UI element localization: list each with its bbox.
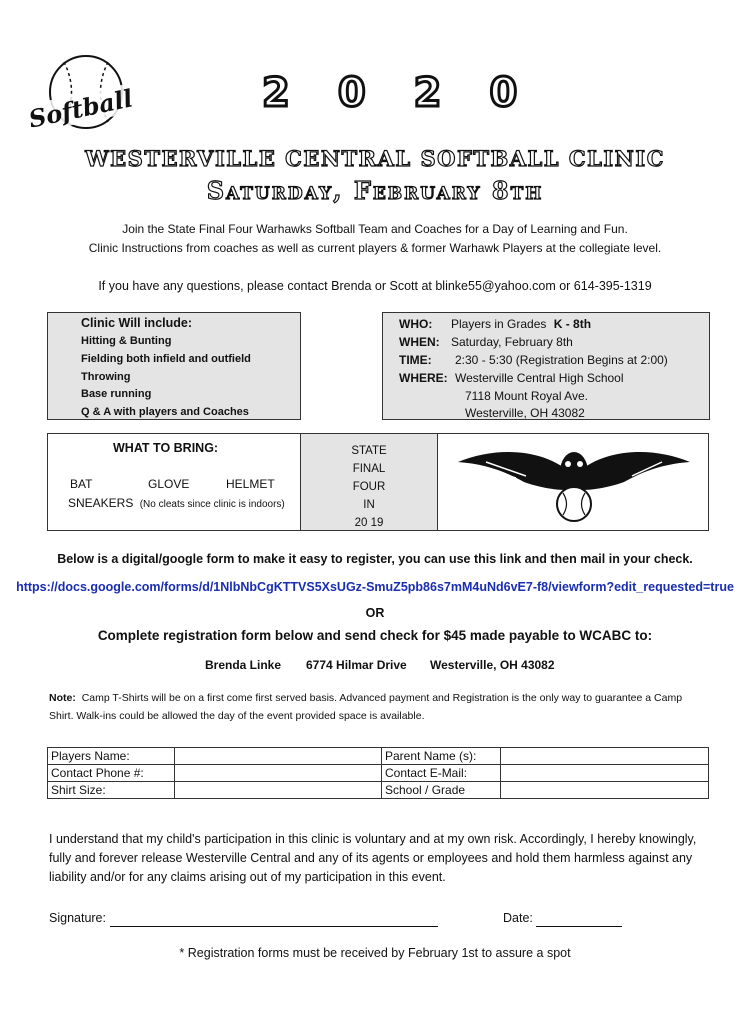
date-label: Date: xyxy=(503,911,533,925)
bring-row xyxy=(47,433,709,531)
intro-line-2: Clinic Instructions from coaches as well as current players & former Warhawk Players at the collegiate level. xyxy=(88,241,662,255)
where-label: WHERE: xyxy=(399,371,448,385)
time-value: 2:30 - 5:30 (Registration Begins at 2:00) xyxy=(455,353,668,367)
state-line: 20 19 xyxy=(354,517,384,529)
complete-registration-line: Complete registration form below and send check for $45 made payable to WCABC to: xyxy=(97,628,653,643)
players-name-field[interactable] xyxy=(175,748,382,765)
who-grades: K - 8th xyxy=(553,317,592,331)
sneakers-note: (No cleats since clinic is indoors) xyxy=(139,499,285,510)
note-text: Camp T-Shirts will be on a first come first served basis. Advanced payment and Registration is the only way to guarantee a Camp Shirt. Walk-ins could be allowed the day of the event provided space is available. xyxy=(49,692,683,722)
who-label: WHO: xyxy=(399,317,433,331)
table-row xyxy=(48,748,709,765)
parent-name-label: Parent Name (s): xyxy=(382,748,501,765)
signature-label: Signature: xyxy=(49,911,106,925)
state-line: IN xyxy=(363,499,375,511)
state-line: STATE xyxy=(351,445,387,457)
bring-glove: GLOVE xyxy=(148,477,190,491)
includes-item: Fielding both infield and outfield xyxy=(81,353,251,365)
parent-name-field[interactable] xyxy=(501,748,709,765)
includes-item: Hitting & Bunting xyxy=(81,335,172,347)
signature-line[interactable] xyxy=(110,912,438,927)
mail-to-street: 6774 Hilmar Drive xyxy=(306,658,407,672)
mail-to-city: Westerville, OH 43082 xyxy=(430,658,555,672)
intro-line-1: Join the State Final Four Warhawks Softball Team and Coaches for a Day of Learning and Fun. xyxy=(122,222,628,236)
note-label: Note: xyxy=(49,692,76,704)
softball-logo xyxy=(24,50,134,140)
school-grade-field[interactable] xyxy=(501,782,709,799)
where-line-1: Westerville Central High School xyxy=(455,371,624,385)
where-line-2: 7118 Mount Royal Ave. xyxy=(465,389,588,403)
footer-note: * Registration forms must be received by February 1st to assure a spot xyxy=(179,946,571,960)
time-label: TIME: xyxy=(399,353,432,367)
includes-item: Base running xyxy=(81,388,152,400)
logo-text: Softball xyxy=(26,83,136,134)
table-row xyxy=(48,782,709,799)
bring-helmet: HELMET xyxy=(226,477,275,491)
state-line: FINAL xyxy=(352,463,386,475)
state-line: FOUR xyxy=(352,481,386,493)
clinic-includes-box xyxy=(47,312,301,420)
shirt-size-label: Shirt Size: xyxy=(48,782,175,799)
state-final-four-box xyxy=(300,434,438,530)
players-name-label: Players Name: xyxy=(48,748,175,765)
where-line-3: Westerville, OH 43082 xyxy=(465,406,585,420)
digital-form-note: Below is a digital/google form to make it easy to register, you can use this link and then mail in your check. xyxy=(57,552,693,566)
who-value: Players in Grades xyxy=(451,317,547,331)
bring-heading: WHAT TO BRING: xyxy=(113,441,219,455)
date-line[interactable] xyxy=(536,912,622,927)
date-title: Saturday, February 8th xyxy=(206,176,544,205)
year-heading: 2020 xyxy=(262,70,566,116)
clinic-title: WESTERVILLE CENTRAL SOFTBALL CLINIC xyxy=(85,146,665,171)
google-form-link[interactable]: https://docs.google.com/forms/d/1NlbNbCgKTTVS5XsUGz-SmuZ5pb86s7mM4uNd6vE7-f8/viewform?edit_requested=true xyxy=(16,580,734,594)
table-row xyxy=(48,765,709,782)
bring-sneakers: SNEAKERS xyxy=(68,496,134,510)
when-label: WHEN: xyxy=(399,335,440,349)
registration-form-table xyxy=(47,747,709,799)
includes-item: Q & A with players and Coaches xyxy=(81,406,249,418)
what-to-bring-box xyxy=(48,434,300,530)
school-grade-label: School / Grade xyxy=(382,782,501,799)
details-box xyxy=(382,312,710,420)
contact-email-field[interactable] xyxy=(501,765,709,782)
waiver-text: I understand that my child's participation in this clinic is voluntary and at my own risk. Accordingly, I hereby knowingly, fully and forever release Westerville Central and any of its agents or employees and hold them harmless against any liability and/or for any claims arising out of my participation in this event. xyxy=(49,832,697,884)
includes-item: Throwing xyxy=(81,371,131,383)
when-value: Saturday, February 8th xyxy=(451,335,573,349)
contact-email-label: Contact E-Mail: xyxy=(382,765,501,782)
or-separator: OR xyxy=(365,606,385,620)
contact-line: If you have any questions, please contact Brenda or Scott at blinke55@yahoo.com or 614-395-1319 xyxy=(98,279,652,293)
warhawk-mascot-icon xyxy=(446,438,702,526)
includes-heading: Clinic Will include: xyxy=(81,316,193,330)
bring-bat: BAT xyxy=(70,477,93,491)
contact-phone-label: Contact Phone #: xyxy=(48,765,175,782)
note-paragraph xyxy=(49,689,709,725)
contact-phone-field[interactable] xyxy=(175,765,382,782)
shirt-size-field[interactable] xyxy=(175,782,382,799)
mail-to-name: Brenda Linke xyxy=(205,658,282,672)
